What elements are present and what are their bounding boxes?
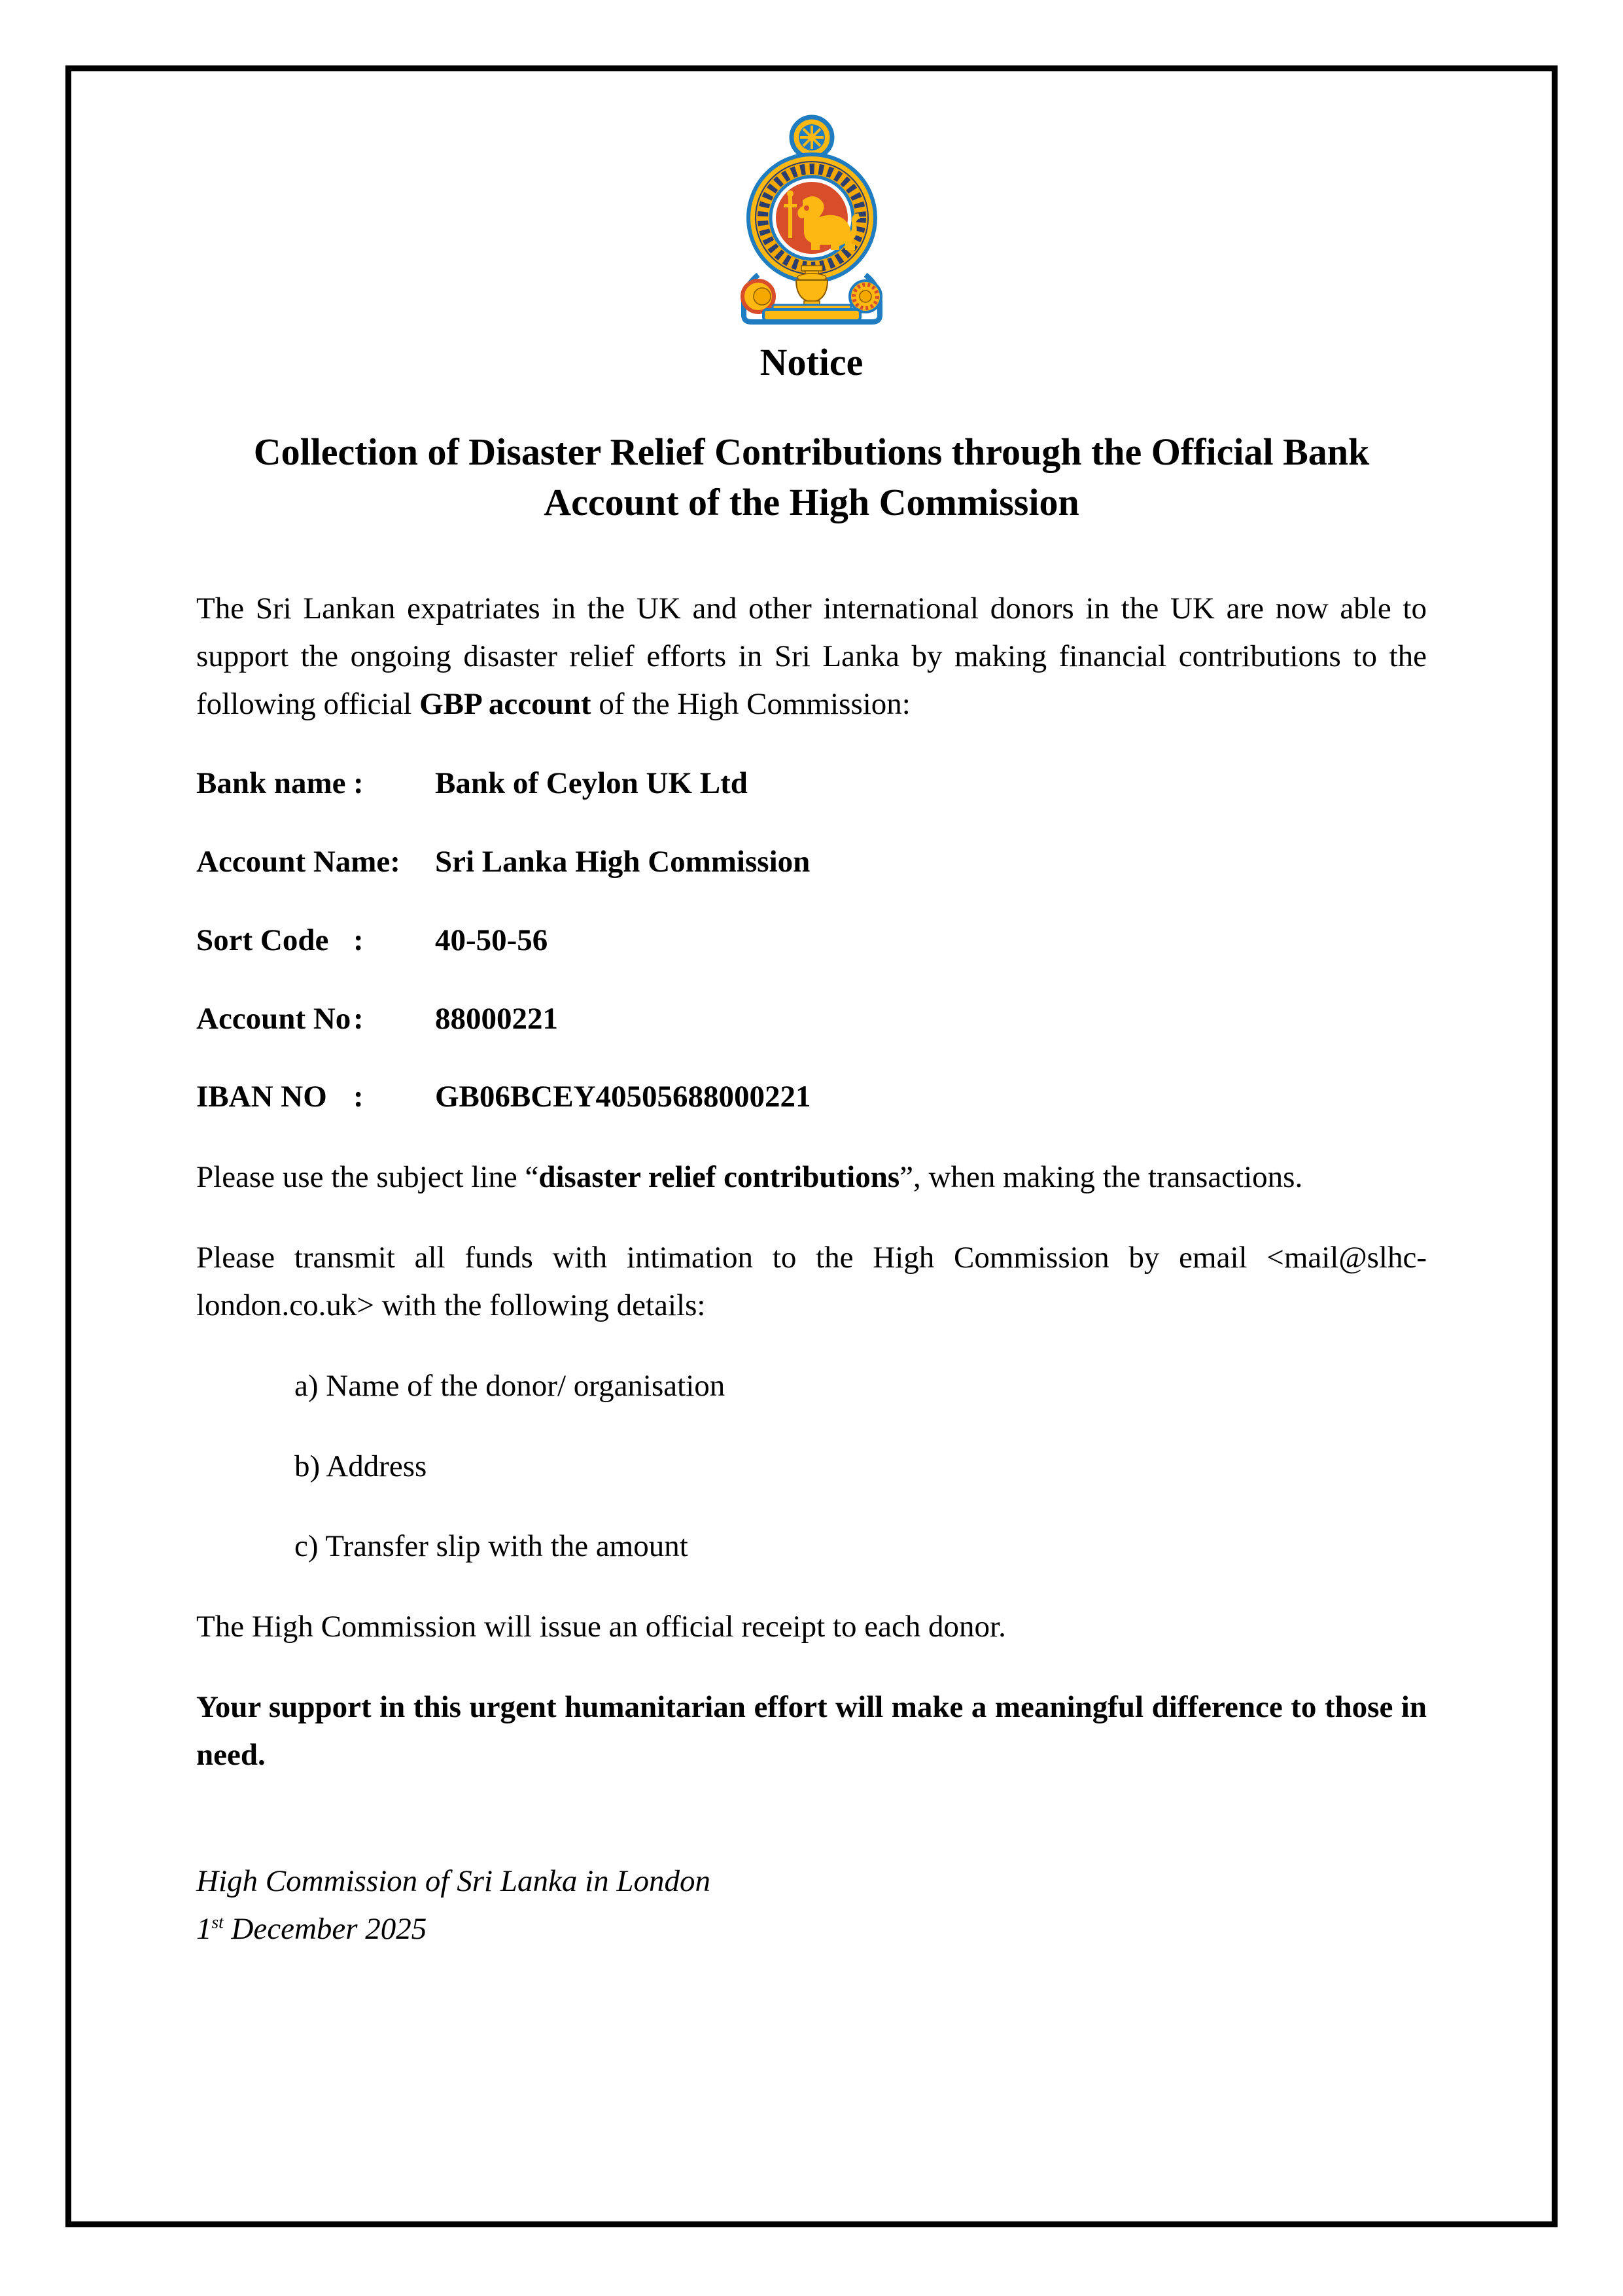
list-item-b: b) Address [294,1449,427,1483]
sun-icon [850,281,881,312]
support-paragraph: Your support in this urgent humanitarian effort will make a meaningful difference to those in need. [196,1690,1427,1772]
account-name-label: Account Name: [196,844,400,879]
colon: : [353,923,364,957]
sort-code-label: Sort Code : [196,917,435,964]
colon: : [353,766,364,801]
notice-heading: Notice [759,341,864,383]
signature-date: 1st December 2025 [196,1911,427,1946]
intro-paragraph [196,585,1427,728]
subject-text: Please use the subject line “ [196,1160,539,1195]
account-no-label: Account No : [196,995,435,1043]
list-item-c: c) Transfer slip with the amount [294,1529,688,1564]
gbp-account-bold: GBP account [419,687,591,722]
signature-block [196,1858,1427,1953]
transmit-paragraph: Please transmit all funds with intimation to the High Commission by email <mail@slhc-london.co.uk> with the following details: [196,1241,1427,1322]
base-bar [763,305,860,321]
sri-lanka-national-emblem-icon [739,111,885,327]
moon-icon [742,281,774,312]
bank-row-iban [196,1073,1427,1121]
receipt-paragraph: The High Commission will issue an official receipt to each donor. [196,1610,1006,1644]
bank-row-account-no [196,995,1427,1043]
iban-label: IBAN NO : [196,1073,435,1121]
sort-code-value: 40-50-56 [435,923,548,957]
ordinal-superscript: st [211,1912,224,1932]
colon: : [353,1080,364,1114]
bank-row-sort-code [196,917,1427,964]
iban-value: GB06BCEY40505688000221 [435,1080,811,1114]
bank-name-label: Bank name : [196,760,435,807]
document-title: Collection of Disaster Relief Contributions through the Official Bank Account of the High Commission [253,431,1370,523]
account-no-value: 88000221 [435,1001,558,1036]
subject-line-paragraph [196,1154,1427,1201]
signature-org: High Commission of Sri Lanka in London [196,1863,711,1898]
bank-name-value: Bank of Ceylon UK Ltd [435,766,748,801]
notice-content [196,111,1427,1953]
dharma-wheel-icon [792,117,832,158]
subject-text-end: ”, when making the transactions. [899,1160,1303,1195]
intro-text-end: of the High Commission: [591,687,911,722]
bank-details [196,760,1427,1121]
bank-row-bank-name [196,760,1427,807]
list-item-a: a) Name of the donor/ organisation [294,1368,725,1403]
bank-row-account-name [196,838,1427,886]
subject-bold: disaster relief contributions [538,1160,900,1195]
account-name-value: Sri Lanka High Commission [435,844,811,879]
colon: : [353,1001,364,1036]
intro-text: The Sri Lankan expatriates in the UK and other international donors in the UK are now able to support the ongoing disaster relief efforts in Sri Lanka by making financial contributions to the following official [196,592,1427,722]
